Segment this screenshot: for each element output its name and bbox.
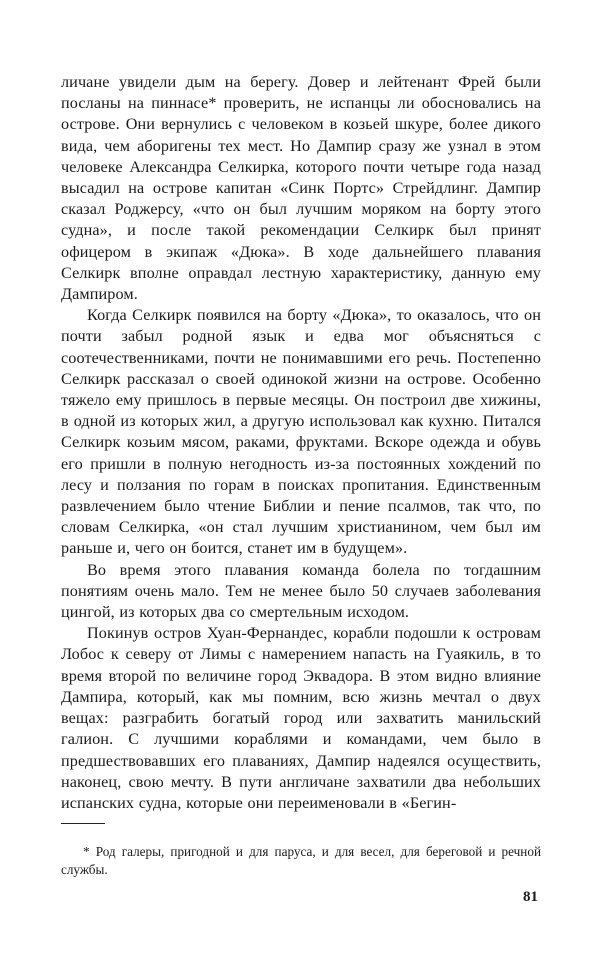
footnote-divider — [61, 823, 105, 824]
paragraph-4: Покинув остров Хуан-Фернандес, корабли подошли к островам Лобос к северу от Лимы с намерением напасть на Гуаякиль, в то время второй по величине город Эквадора. В этом видно влияние Дампира, который, как мы помним, всю жизнь мечтал о двух вещах: разграбить богатый город или захватить манильский галион. С лучшими кораблями и командами, чем было в предшествовавших его плаваниях, Дампир надеялся осуществить, наконец, свою мечту. В пути англичане захватили два небольших испанских судна, которые они переименовали в «Бегин- — [61, 624, 541, 812]
paragraph-1: личане увидели дым на берегу. Довер и лейтенант Фрей были посланы на пиннасе* проверить, не испанцы ли обосновались на острове. Они вернулись с человеком в козьей шкуре, более дикого вида, чем аборигены тех мест. Но Дампир сразу же узнал в этом человеке Александра Селкирка, которого почти четыре года назад высадил на острове капитан «Синк Портс» Стрейдлинг. Дампир сказал Роджерсу, «что он был лучшим моряком на борту этого судна», и после такой рекомендации Селкирк был принят офицером в экипаж «Дюка». В ходе дальнейшего плавания Селкирк вполне оправдал лестную характеристику, данную ему Дампиром. — [61, 73, 541, 304]
paragraph-2: Когда Селкирк появился на борту «Дюка», то оказалось, что он почти забыл родной язык и едва мог объясняться с соотечественниками, почти не понимавшими его речь. Постепенно Селкирк рассказал о своей одинокой жизни на острове. Особенно тяжело ему пришлось в первые месяцы. Он построил две хижины, в одной из которых жил, а другую использовал как кухню. Питался Селкирк козьим мясом, раками, фруктами. Вскоре одежда и обувь его пришли в полную негодность из-за постоянных хождений по лесу и ползания по горам в поисках пропитания. Единственным развлечением было чтение Библии и пение псалмов, так что, по словам Селкирка, «он стал лучшим христианином, чем был им раньше и, чего он боится, станет им в будущем». — [61, 306, 541, 558]
footnote: * Род галеры, пригодной и для паруса, и для весел, для береговой и речной службы. — [61, 844, 541, 877]
paragraph-3: Во время этого плавания команда болела по тогдашним понятиям очень мало. Тем не менее было 50 случаев заболевания цингой, из которых два со смертельным исходом. — [61, 560, 541, 622]
main-text — [61, 72, 541, 814]
page-number: 81 — [523, 889, 538, 905]
